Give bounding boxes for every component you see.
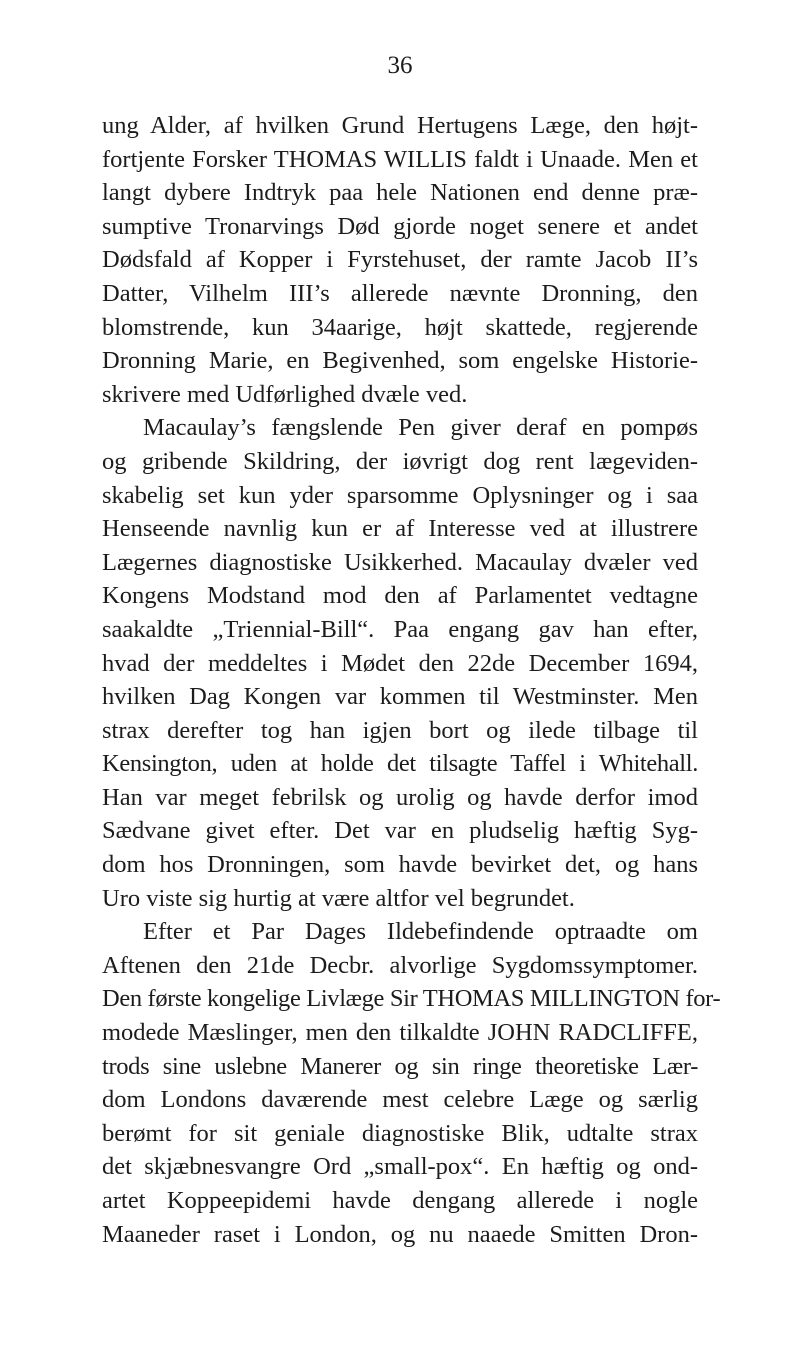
text-line: Efter et Par Dages Ildebefindende optraadte om — [143, 918, 698, 946]
text-line: Henseende navnlig kun er af Interesse ved at illustrere — [102, 515, 698, 543]
text-line: Lægernes diagnostiske Usikkerhed. Macaulay dvæler ved — [102, 548, 698, 576]
text-line: Dødsfald af Kopper i Fyrstehuset, der ramte Jacob II’s — [102, 246, 698, 274]
text-line: modede Mæslinger, men den tilkaldte JOHN RADCLIFFE, — [102, 1019, 698, 1047]
text-line: Aftenen den 21de Decbr. alvorlige Sygdomssymptomer. — [102, 951, 698, 979]
text-line: Sædvane givet efter. Det var en pludselig hæftig Syg- — [102, 817, 698, 845]
text-line: Kensington, uden at holde det tilsagte Taffel i Whitehall. — [102, 750, 698, 778]
text-line: ung Alder, af hvilken Grund Hertugens Læge, den højt- — [102, 112, 698, 139]
text-line: og gribende Skildring, der iøvrigt dog rent lægeviden- — [102, 447, 698, 475]
text-line: strax derefter tog han igjen bort og ilede tilbage til — [102, 716, 698, 744]
text-line: hvilken Dag Kongen var kommen til Westminster. Men — [102, 683, 698, 711]
text-line: trods sine uslebne Manerer og sin ringe theoretiske Lær- — [102, 1052, 698, 1080]
text-line: sumptive Tronarvings Død gjorde noget senere et andet — [102, 212, 698, 240]
text-line: artet Koppeepidemi havde dengang allerede i nogle — [102, 1187, 698, 1214]
text-line: Datter, Vilhelm III’s allerede nævnte Dronning, den — [102, 279, 698, 307]
text-line: blomstrende, kun 34aarige, højt skattede, regjerende — [102, 313, 698, 341]
text-line: dom hos Dronningen, som havde bevirket det, og hans — [102, 851, 698, 879]
text-line: berømt for sit geniale diagnostiske Blik, udtalte strax — [102, 1119, 698, 1147]
page-number: 36 — [387, 52, 413, 79]
text-line: skrivere med Udførlighed dvæle ved. — [102, 380, 468, 408]
text-line: Kongens Modstand mod den af Parlamentet vedtagne — [102, 582, 698, 610]
text-line: saakaldte „Triennial-Bill“. Paa engang gav han efter, — [102, 615, 698, 643]
text-line: dom Londons daværende mest celebre Læge og særlig — [102, 1086, 698, 1114]
text-line: hvad der meddeltes i Mødet den 22de December 1694, — [102, 649, 698, 677]
body-text — [102, 109, 721, 1251]
text-line: skabelig set kun yder sparsomme Oplysninger og i saa — [102, 481, 698, 509]
text-line: langt dybere Indtryk paa hele Nationen end denne præ- — [102, 179, 698, 207]
text-line: Dronning Marie, en Begivenhed, som engelske Historie- — [102, 347, 698, 375]
text-line: Han var meget febrilsk og urolig og havde derfor imod — [102, 783, 698, 811]
text-line: Maaneder raset i London, og nu naaede Smitten Dron- — [102, 1220, 698, 1248]
text-line: det skjæbnesvangre Ord „small-pox“. En hæftig og ond- — [102, 1153, 698, 1181]
text-line: Macaulay’s fængslende Pen giver deraf en pompøs — [143, 414, 698, 442]
text-line: Uro viste sig hurtig at være altfor vel begrundet. — [102, 884, 575, 912]
text-line: Den første kongelige Livlæge Sir THOMAS MILLINGTON for- — [102, 985, 721, 1013]
text-line: fortjente Forsker THOMAS WILLIS faldt i Unaade. Men et — [102, 145, 698, 173]
